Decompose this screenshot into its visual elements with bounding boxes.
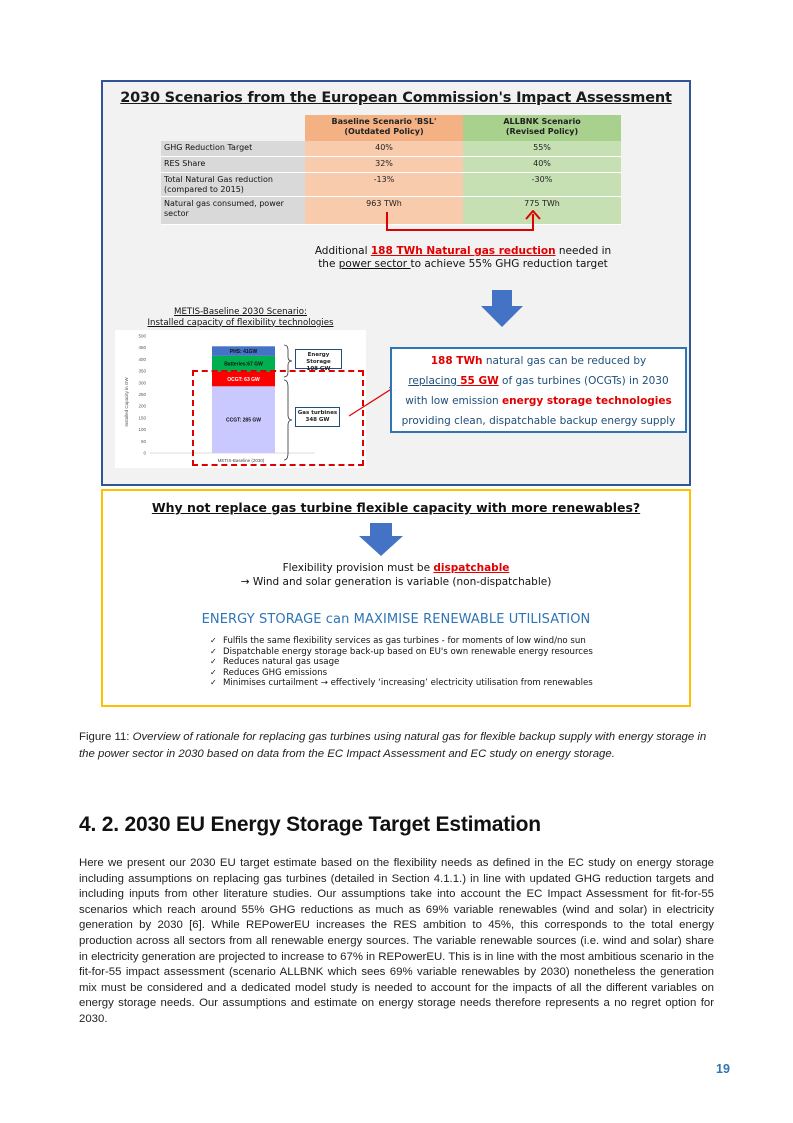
flexibility-line1 (103, 561, 689, 575)
cell-gas-power-bsl: 963 TWh (305, 197, 463, 225)
benefit-item: ✓ Fulfils the same flexibility services as gas turbines - for moments of low wind/no sun (210, 636, 670, 647)
row-label-gas-reduction-l2: (compared to 2015) (164, 184, 244, 194)
energy-storage-label: Energy Storage (306, 352, 331, 365)
metis-bar-label: CCGT: 285 GW (225, 417, 262, 424)
row-label-gas-reduction-l1: Total Natural Gas reduction (164, 175, 273, 184)
metis-y-tick: 450 (138, 345, 146, 351)
bsl-header-line1: Baseline Scenario 'BSL' (331, 117, 437, 126)
energy-storage-label-box (295, 349, 342, 372)
figure-caption-label: Figure 11: (79, 731, 130, 743)
metis-y-tick: 300 (138, 380, 146, 386)
reduction-note-line1 (253, 245, 673, 258)
reduction-note-part2: needed in (555, 245, 612, 257)
page-number: 19 (716, 1062, 730, 1076)
callout-line2 (392, 375, 685, 387)
metis-y-tick: 50 (140, 438, 146, 444)
metis-title-line1: METIS-Baseline 2030 Scenario: (174, 307, 307, 317)
callout-storage-tech: energy storage technologies (501, 395, 672, 407)
metis-y-tick: 350 (138, 368, 146, 374)
metis-bar-label: PHS: 41GW (229, 349, 258, 356)
callout-line3-pre: with low emission (405, 395, 502, 407)
metis-y-tick: 200 (138, 403, 146, 409)
callout-188twh: 188 TWh (430, 355, 483, 367)
allbnk-header-line1: ALLBNK Scenario (503, 117, 581, 126)
benefit-item: ✓ Reduces GHG emissions (210, 668, 670, 679)
callout-replacing: replacing (408, 375, 461, 387)
bsl-header-line2: (Outdated Policy) (344, 126, 424, 136)
benefit-item: ✓ Dispatchable energy storage back-up based on EU's own renewable energy resources (210, 647, 670, 658)
callout-line4: providing clean, dispatchable backup energy supply (401, 415, 676, 427)
flexibility-pre: Flexibility provision must be (282, 562, 434, 574)
benefits-list (210, 636, 670, 689)
section-heading: 4. 2. 2030 EU Energy Storage Target Estimation (79, 813, 541, 836)
reduction-note-l2-part1: the (318, 258, 339, 270)
metis-x-label: METIS-Baseline (2030) (217, 458, 265, 463)
energy-storage-value: 108 GW (306, 366, 331, 372)
table-header-blank (161, 115, 305, 141)
reduction-note-l2-part2: to achieve 55% GHG reduction target (410, 258, 608, 270)
figure-bottom-panel (101, 489, 691, 707)
table-header-bsl (305, 115, 463, 141)
row-label-res: RES Share (161, 157, 305, 173)
flexibility-line2: → Wind and solar generation is variable (non-dispatchable) (240, 576, 552, 588)
cell-ghg-bsl: 40% (305, 141, 463, 157)
row-label-ghg: GHG Reduction Target (161, 141, 305, 157)
row-label-gas-power-l1: Natural gas consumed, power (164, 199, 284, 208)
metis-y-tick: 100 (138, 427, 146, 433)
metis-y-axis-label: Installed Capacity in GW (124, 377, 129, 427)
reduction-note-line2 (253, 258, 673, 271)
cell-ghg-allbnk: 55% (463, 141, 621, 157)
metis-title-line2: Installed capacity of flexibility technologies (147, 317, 334, 328)
callout-line2-rest: of gas turbines (OCGTs) in 2030 (498, 375, 669, 387)
flexibility-dispatchable: dispatchable (433, 562, 510, 574)
row-label-gas-power-l2: sector (164, 208, 189, 218)
cell-gas-reduction-bsl: -13% (305, 173, 463, 197)
reduction-note-part1: Additional (314, 245, 371, 257)
metis-y-tick: 500 (138, 333, 146, 339)
reduction-note (253, 245, 673, 271)
metis-y-tick: 150 (138, 415, 146, 421)
flexibility-note (103, 561, 689, 589)
cell-res-bsl: 32% (305, 157, 463, 173)
storage-callout (390, 347, 687, 433)
gas-turbines-value: 348 GW (305, 417, 330, 423)
callout-55gw: 55 GW (460, 375, 499, 387)
metis-y-tick: 250 (138, 392, 146, 397)
metis-bar-label: Batteries:67 GW (224, 361, 263, 368)
gas-turbines-label: Gas turbines (297, 410, 338, 416)
figure-title: 2030 Scenarios from the European Commission's Impact Assessment (120, 90, 672, 106)
reduction-note-highlight: 188 TWh Natural gas reduction (370, 245, 556, 257)
metis-bar-label: OCGT: 63 GW (227, 376, 260, 383)
benefit-item: ✓ Reduces natural gas usage (210, 657, 670, 668)
metis-title (133, 307, 348, 328)
row-label-gas-reduction (161, 173, 305, 197)
gas-turbine-highlight-box (192, 370, 364, 466)
cell-gas-power-allbnk: 775 TWh (463, 197, 621, 225)
renewables-question: Why not replace gas turbine flexible capacity with more renewables? (151, 500, 641, 515)
figure-caption (79, 729, 715, 763)
body-paragraph: Here we present our 2030 EU target estimate based on the flexibility needs as defined in the EC study on energy storage including assumptions on replacing gas turbines (detailed in Section 4.1.1.) in line with updated GHG reduction targets and including inputs from other literature studies. Our assumptions take into account the EC Impact Assessment for fit-for-55 scenarios which reach around 55% GHG reductions as much as 69% variable renewables (wind and solar) in electricity generation by 2030 [6]. While REPowerEU increases the RES ambition to 45%, this corresponds to the total energy production across all sectors from all renewable energy sources. The variable renewable sources (i.e. wind and solar) share in electricity generation are projected to increase to 67% in REPowerEU. This is in line with the most ambitious scenario in the fit-for-55 impact assessment (scenario ALLBNK which sees 69% variable renewables by 2030) nonetheless the generation mix must be considered and a dedicated model study is needed to account for the impacts of all the different variables on energy storage needs. Our assumptions and estimate on energy storage needs therefore represents a no regret option for 2030. (79, 857, 714, 1025)
reduction-bracket (373, 210, 553, 240)
cell-gas-reduction-allbnk: -30% (463, 173, 621, 197)
metis-y-tick: 0 (143, 450, 146, 456)
down-arrow-icon (480, 290, 524, 328)
callout-line3 (392, 395, 685, 407)
cell-res-allbnk: 40% (463, 157, 621, 173)
figure-caption-text: Overview of rationale for replacing gas turbines using natural gas for flexible backup supply with energy storage in the power sector in 2030 based on data from the EC Impact Assessment and EC study on energy storage. (79, 731, 707, 760)
allbnk-header-line2: (Revised Policy) (505, 126, 579, 136)
callout-line1-rest: natural gas can be reduced by (482, 355, 647, 367)
table-header-allbnk (463, 115, 621, 141)
row-label-gas-power (161, 197, 305, 225)
reduction-note-l2-underlined: power sector (338, 258, 411, 270)
benefit-item: ✓ Minimises curtailment → effectively ‘increasing’ electricity utilisation from renewables (210, 678, 670, 689)
energy-storage-heading: ENERGY STORAGE can MAXIMISE RENEWABLE UTILISATION (201, 612, 591, 627)
metis-y-tick: 400 (138, 356, 146, 362)
figure-top-panel (101, 80, 691, 486)
down-arrow-icon-2 (358, 523, 404, 557)
callout-line1 (392, 355, 685, 367)
